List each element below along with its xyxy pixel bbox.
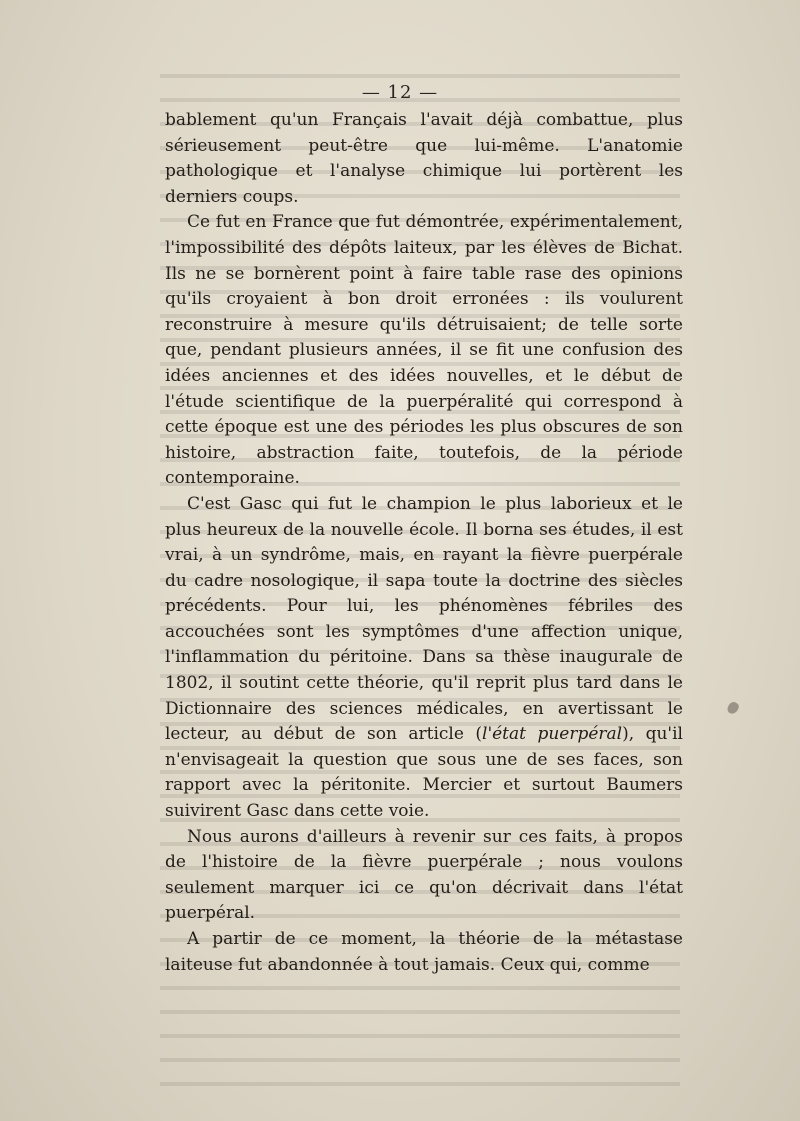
article-title: l'état puerpéral bbox=[482, 724, 623, 745]
paragraph-5: A partir de ce moment, la théorie de la métastase laiteuse fut abandonnée à tout jamais. Ceux qui, comme bbox=[165, 929, 683, 975]
paragraph-3-start: C'est Gasc qui fut le champion le plus laborieux et le plus heureux de la nouvelle école. Il borna ses études, il est vrai, à un syndrôme, mais, en rayant la fièvre puerpérale du cadre nosologique, il sapa toute la doctrine des siècles précédents. Pour lui, les phénomènes fébriles des accouchées sont les symptômes d'une affection unique, l'inflammation du péritoine. Dans sa thèse inaugurale de 1802, il soutint cette théorie, qu'il reprit plus tard dans le Dictionnaire des sciences médicales, en avertissant le lecteur, au début de son article ( bbox=[165, 493, 683, 745]
paragraph-3 bbox=[165, 492, 683, 825]
paragraph-3-end: ), qu'il n'envisageait la question que sous une de ses faces, son rapport avec la péritonite. Mercier et surtout Baumers suivirent Gasc dans cette voie. bbox=[165, 724, 683, 822]
paragraph-1: bablement qu'un Français l'avait déjà combattue, plus sérieusement peut-être que lui-même. L'anatomie pathologique et l'analyse chimique lui portèrent les derniers coups. bbox=[165, 110, 683, 207]
ink-smudge bbox=[726, 700, 741, 715]
body-text bbox=[165, 108, 683, 978]
paragraph-2: Ce fut en France que fut démontrée, expérimentalement, l'impossibilité des dépôts laiteux, par les élèves de Bichat. Ils ne se bornèrent point à faire table rase des opinions qu'ils croyaient à bon droit erronées : ils voulurent reconstruire à mesure qu'ils détruisaient; de telle sorte que, pendant plusieurs années, il se fit une confusion des idées anciennes et des idées nouvelles, et le début de l'étude scientifique de la puerpéralité qui correspond à cette époque est une des périodes les plus obscures de son histoire, abstraction faite, toutefois, de la période contemporaine. bbox=[165, 212, 683, 489]
page-number: — 12 — bbox=[361, 82, 439, 103]
paragraph-4: Nous aurons d'ailleurs à revenir sur ces faits, à propos de l'histoire de la fièvre puerpérale ; nous voulons seulement marquer ici ce qu'on décrivait dans l'état puerpéral. bbox=[165, 826, 683, 924]
